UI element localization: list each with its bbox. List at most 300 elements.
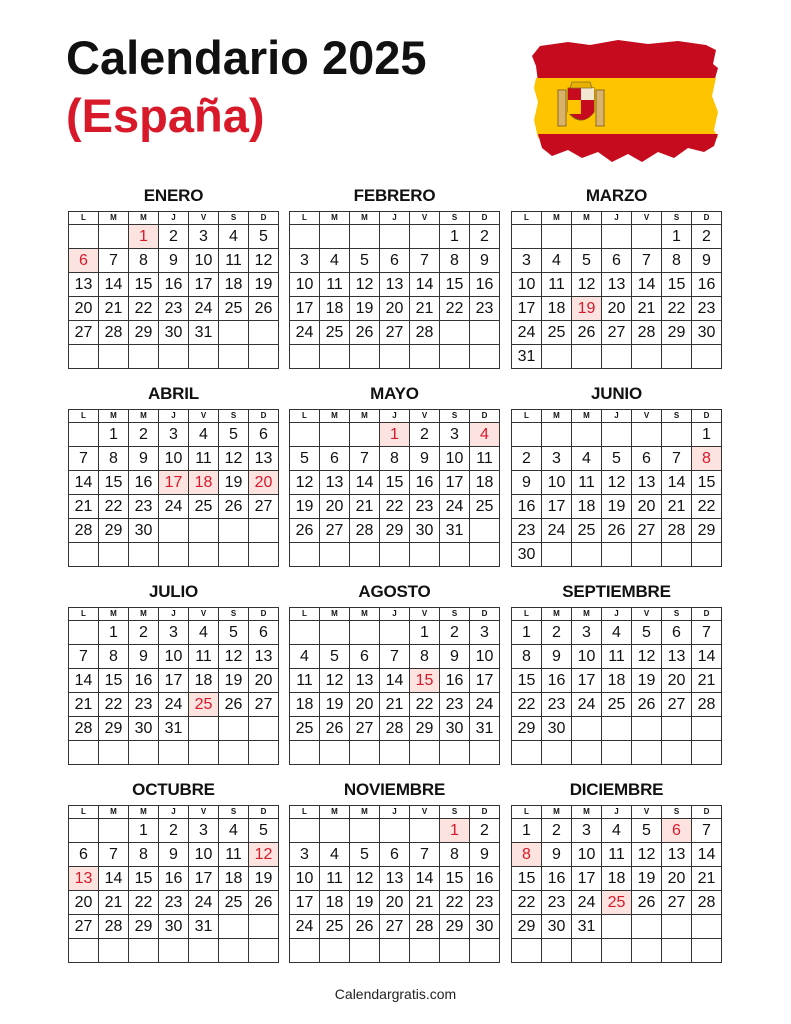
day-cell: 20 (69, 297, 99, 321)
empty-cell (380, 741, 410, 765)
day-cell: 9 (692, 249, 722, 273)
day-cell: 9 (129, 447, 159, 471)
day-cell: 28 (350, 519, 380, 543)
day-cell: 10 (159, 645, 189, 669)
day-cell: 7 (410, 843, 440, 867)
day-cell: 18 (602, 669, 632, 693)
day-cell: 18 (320, 891, 350, 915)
page-title: Calendario 2025 (66, 31, 427, 84)
day-cell: 10 (290, 867, 320, 891)
weekday-header: S (219, 212, 249, 225)
empty-cell (350, 939, 380, 963)
day-cell: 20 (662, 867, 692, 891)
day-cell: 3 (440, 423, 470, 447)
day-cell: 21 (99, 891, 129, 915)
empty-cell (632, 717, 662, 741)
empty-cell (320, 423, 350, 447)
empty-cell (572, 939, 602, 963)
day-cell: 30 (512, 543, 542, 567)
empty-cell (662, 717, 692, 741)
empty-cell (69, 819, 99, 843)
weekday-header: J (602, 608, 632, 621)
day-cell: 30 (440, 717, 470, 741)
empty-cell (470, 519, 500, 543)
weekday-header: M (572, 410, 602, 423)
day-cell: 24 (290, 915, 320, 939)
empty-cell (692, 915, 722, 939)
day-cell: 8 (440, 843, 470, 867)
day-cell: 12 (632, 645, 662, 669)
month-julio (68, 581, 279, 765)
day-cell: 10 (189, 249, 219, 273)
weekday-header: M (572, 212, 602, 225)
weekday-header: M (572, 806, 602, 819)
day-cell: 24 (159, 693, 189, 717)
empty-cell (602, 915, 632, 939)
empty-cell (542, 423, 572, 447)
empty-cell (219, 741, 249, 765)
month-noviembre (289, 779, 500, 963)
empty-cell (662, 543, 692, 567)
weekday-header: D (249, 410, 279, 423)
day-cell: 7 (350, 447, 380, 471)
empty-cell (542, 543, 572, 567)
day-cell: 25 (320, 321, 350, 345)
day-cell: 1 (692, 423, 722, 447)
month-septiembre (511, 581, 722, 765)
day-cell: 21 (99, 297, 129, 321)
empty-cell (320, 741, 350, 765)
empty-cell (572, 717, 602, 741)
weekday-header: J (380, 806, 410, 819)
weekday-header: V (632, 806, 662, 819)
page-subtitle: (España) (66, 89, 265, 142)
day-cell: 12 (572, 273, 602, 297)
day-cell: 5 (249, 225, 279, 249)
empty-cell (69, 423, 99, 447)
day-cell: 14 (632, 273, 662, 297)
weekday-header: S (440, 806, 470, 819)
day-cell: 25 (219, 891, 249, 915)
day-cell: 21 (69, 693, 99, 717)
day-cell: 11 (219, 249, 249, 273)
empty-cell (189, 741, 219, 765)
day-cell: 7 (662, 447, 692, 471)
day-cell: 23 (129, 693, 159, 717)
holiday-day-cell: 6 (662, 819, 692, 843)
day-cell: 17 (189, 273, 219, 297)
empty-cell (249, 717, 279, 741)
empty-cell (602, 225, 632, 249)
month-enero (68, 185, 279, 369)
day-cell: 24 (290, 321, 320, 345)
day-cell: 5 (249, 819, 279, 843)
day-cell: 11 (320, 273, 350, 297)
weekday-header: M (99, 410, 129, 423)
day-cell: 19 (219, 471, 249, 495)
month-name: NOVIEMBRE (343, 780, 446, 799)
day-cell: 12 (219, 447, 249, 471)
day-cell: 25 (602, 693, 632, 717)
holiday-day-cell: 8 (692, 447, 722, 471)
empty-cell (572, 225, 602, 249)
month-table (511, 211, 722, 369)
day-cell: 28 (69, 519, 99, 543)
empty-cell (69, 225, 99, 249)
day-cell: 10 (470, 645, 500, 669)
day-cell: 12 (350, 273, 380, 297)
day-cell: 23 (542, 891, 572, 915)
day-cell: 18 (219, 273, 249, 297)
day-cell: 16 (692, 273, 722, 297)
weekday-header: M (129, 806, 159, 819)
day-cell: 5 (632, 819, 662, 843)
holiday-day-cell: 15 (410, 669, 440, 693)
weekday-header: L (290, 806, 320, 819)
day-cell: 28 (99, 915, 129, 939)
empty-cell (249, 915, 279, 939)
empty-cell (219, 939, 249, 963)
weekday-header: D (470, 212, 500, 225)
empty-cell (320, 345, 350, 369)
weekday-header: V (189, 806, 219, 819)
day-cell: 3 (159, 423, 189, 447)
empty-cell (572, 543, 602, 567)
weekday-header: J (602, 410, 632, 423)
empty-cell (440, 543, 470, 567)
day-cell: 2 (470, 819, 500, 843)
weekday-header: V (410, 410, 440, 423)
empty-cell (602, 717, 632, 741)
day-cell: 21 (350, 495, 380, 519)
day-cell: 3 (512, 249, 542, 273)
empty-cell (602, 423, 632, 447)
day-cell: 28 (692, 693, 722, 717)
weekday-header: S (219, 608, 249, 621)
month-table (289, 805, 500, 963)
weekday-header: D (470, 806, 500, 819)
day-cell: 5 (290, 447, 320, 471)
day-cell: 20 (249, 669, 279, 693)
day-cell: 25 (320, 915, 350, 939)
month-table (68, 211, 279, 369)
empty-cell (632, 915, 662, 939)
day-cell: 30 (692, 321, 722, 345)
weekday-header: V (410, 608, 440, 621)
weekday-header: V (189, 608, 219, 621)
day-cell: 26 (632, 891, 662, 915)
day-cell: 31 (189, 915, 219, 939)
day-cell: 13 (380, 273, 410, 297)
month-name: FEBRERO (353, 186, 436, 205)
empty-cell (99, 543, 129, 567)
day-cell: 27 (380, 915, 410, 939)
weekday-header: L (512, 410, 542, 423)
day-cell: 23 (542, 693, 572, 717)
day-cell: 25 (542, 321, 572, 345)
day-cell: 25 (290, 717, 320, 741)
day-cell: 13 (380, 867, 410, 891)
day-cell: 16 (159, 867, 189, 891)
empty-cell (632, 345, 662, 369)
day-cell: 2 (470, 225, 500, 249)
empty-cell (350, 741, 380, 765)
weekday-header: V (632, 410, 662, 423)
day-cell: 14 (410, 273, 440, 297)
day-cell: 27 (249, 693, 279, 717)
empty-cell (69, 543, 99, 567)
month-febrero (289, 185, 500, 369)
empty-cell (470, 345, 500, 369)
weekday-header: S (440, 410, 470, 423)
day-cell: 9 (542, 843, 572, 867)
weekday-header: V (410, 806, 440, 819)
empty-cell (69, 345, 99, 369)
month-marzo (511, 185, 722, 369)
empty-cell (440, 741, 470, 765)
empty-cell (380, 939, 410, 963)
month-name: MAYO (370, 384, 419, 403)
day-cell: 26 (350, 915, 380, 939)
day-cell: 6 (380, 843, 410, 867)
day-cell: 2 (159, 819, 189, 843)
day-cell: 11 (602, 645, 632, 669)
day-cell: 15 (129, 867, 159, 891)
day-cell: 19 (632, 867, 662, 891)
day-cell: 20 (602, 297, 632, 321)
day-cell: 23 (159, 297, 189, 321)
day-cell: 19 (602, 495, 632, 519)
holiday-day-cell: 1 (380, 423, 410, 447)
empty-cell (99, 819, 129, 843)
day-cell: 17 (290, 297, 320, 321)
empty-cell (380, 819, 410, 843)
day-cell: 30 (542, 717, 572, 741)
holiday-day-cell: 19 (572, 297, 602, 321)
empty-cell (320, 621, 350, 645)
day-cell: 10 (159, 447, 189, 471)
weekday-header: V (632, 608, 662, 621)
month-name: SEPTIEMBRE (562, 582, 671, 601)
empty-cell (320, 225, 350, 249)
day-cell: 3 (470, 621, 500, 645)
day-cell: 25 (470, 495, 500, 519)
empty-cell (512, 225, 542, 249)
day-cell: 9 (159, 843, 189, 867)
day-cell: 8 (662, 249, 692, 273)
empty-cell (542, 741, 572, 765)
month-mayo (289, 383, 500, 567)
day-cell: 23 (470, 891, 500, 915)
day-cell: 17 (290, 891, 320, 915)
day-cell: 27 (249, 495, 279, 519)
weekday-header: D (692, 608, 722, 621)
day-cell: 13 (602, 273, 632, 297)
empty-cell (632, 741, 662, 765)
empty-cell (470, 321, 500, 345)
day-cell: 28 (410, 915, 440, 939)
day-cell: 15 (440, 273, 470, 297)
day-cell: 5 (219, 621, 249, 645)
weekday-header: M (320, 806, 350, 819)
day-cell: 4 (290, 645, 320, 669)
holiday-day-cell: 1 (129, 225, 159, 249)
day-cell: 22 (380, 495, 410, 519)
empty-cell (189, 519, 219, 543)
empty-cell (69, 621, 99, 645)
day-cell: 27 (320, 519, 350, 543)
day-cell: 14 (69, 669, 99, 693)
day-cell: 11 (189, 447, 219, 471)
day-cell: 13 (632, 471, 662, 495)
day-cell: 7 (692, 819, 722, 843)
day-cell: 9 (129, 645, 159, 669)
weekday-header: M (350, 212, 380, 225)
day-cell: 15 (99, 669, 129, 693)
day-cell: 4 (602, 621, 632, 645)
empty-cell (99, 225, 129, 249)
weekday-header: L (69, 608, 99, 621)
empty-cell (602, 939, 632, 963)
day-cell: 30 (159, 915, 189, 939)
empty-cell (129, 741, 159, 765)
empty-cell (159, 741, 189, 765)
footer-website: Calendargratis.com (334, 986, 457, 1002)
weekday-header: D (249, 806, 279, 819)
month-table (289, 211, 500, 369)
day-cell: 13 (320, 471, 350, 495)
day-cell: 26 (602, 519, 632, 543)
empty-cell (662, 939, 692, 963)
day-cell: 20 (69, 891, 99, 915)
day-cell: 16 (410, 471, 440, 495)
day-cell: 29 (410, 717, 440, 741)
empty-cell (512, 423, 542, 447)
weekday-header: L (512, 608, 542, 621)
holiday-day-cell: 18 (189, 471, 219, 495)
day-cell: 27 (350, 717, 380, 741)
day-cell: 5 (350, 249, 380, 273)
month-name: MARZO (585, 186, 648, 205)
weekday-header: M (320, 608, 350, 621)
day-cell: 10 (512, 273, 542, 297)
empty-cell (470, 543, 500, 567)
day-cell: 14 (99, 867, 129, 891)
day-cell: 3 (189, 225, 219, 249)
day-cell: 29 (512, 717, 542, 741)
day-cell: 28 (692, 891, 722, 915)
month-abril (68, 383, 279, 567)
empty-cell (410, 345, 440, 369)
day-cell: 4 (320, 249, 350, 273)
day-cell: 18 (290, 693, 320, 717)
day-cell: 17 (572, 669, 602, 693)
empty-cell (219, 717, 249, 741)
day-cell: 25 (219, 297, 249, 321)
day-cell: 2 (159, 225, 189, 249)
day-cell: 19 (320, 693, 350, 717)
day-cell: 2 (542, 621, 572, 645)
empty-cell (350, 423, 380, 447)
day-cell: 23 (512, 519, 542, 543)
empty-cell (632, 543, 662, 567)
day-cell: 11 (189, 645, 219, 669)
empty-cell (470, 939, 500, 963)
empty-cell (129, 345, 159, 369)
day-cell: 28 (410, 321, 440, 345)
empty-cell (632, 423, 662, 447)
weekday-header: S (219, 410, 249, 423)
day-cell: 21 (692, 669, 722, 693)
day-cell: 15 (380, 471, 410, 495)
day-cell: 26 (219, 495, 249, 519)
day-cell: 30 (542, 915, 572, 939)
day-cell: 24 (159, 495, 189, 519)
empty-cell (99, 939, 129, 963)
empty-cell (249, 321, 279, 345)
weekday-header: J (159, 806, 189, 819)
day-cell: 2 (410, 423, 440, 447)
day-cell: 11 (542, 273, 572, 297)
day-cell: 27 (602, 321, 632, 345)
day-cell: 12 (290, 471, 320, 495)
empty-cell (470, 741, 500, 765)
empty-cell (159, 543, 189, 567)
day-cell: 14 (692, 645, 722, 669)
day-cell: 29 (512, 915, 542, 939)
day-cell: 2 (440, 621, 470, 645)
empty-cell (410, 741, 440, 765)
weekday-header: V (632, 212, 662, 225)
empty-cell (602, 543, 632, 567)
day-cell: 16 (440, 669, 470, 693)
weekday-header: M (542, 410, 572, 423)
month-name: AGOSTO (358, 582, 431, 601)
empty-cell (350, 819, 380, 843)
day-cell: 26 (632, 693, 662, 717)
empty-cell (290, 741, 320, 765)
empty-cell (512, 939, 542, 963)
day-cell: 6 (602, 249, 632, 273)
empty-cell (692, 543, 722, 567)
day-cell: 1 (99, 621, 129, 645)
month-name: JUNIO (591, 384, 642, 403)
weekday-header: J (380, 410, 410, 423)
weekday-header: D (249, 212, 279, 225)
day-cell: 16 (129, 471, 159, 495)
day-cell: 27 (380, 321, 410, 345)
day-cell: 26 (249, 891, 279, 915)
day-cell: 8 (410, 645, 440, 669)
weekday-header: D (470, 608, 500, 621)
empty-cell (290, 543, 320, 567)
empty-cell (542, 345, 572, 369)
day-cell: 30 (129, 717, 159, 741)
empty-cell (542, 225, 572, 249)
empty-cell (350, 225, 380, 249)
weekday-header: L (512, 806, 542, 819)
weekday-header: M (350, 806, 380, 819)
day-cell: 11 (320, 867, 350, 891)
empty-cell (692, 717, 722, 741)
weekday-header: M (99, 212, 129, 225)
day-cell: 4 (189, 621, 219, 645)
day-cell: 3 (290, 843, 320, 867)
day-cell: 29 (692, 519, 722, 543)
weekday-header: M (350, 608, 380, 621)
day-cell: 5 (320, 645, 350, 669)
day-cell: 12 (219, 645, 249, 669)
